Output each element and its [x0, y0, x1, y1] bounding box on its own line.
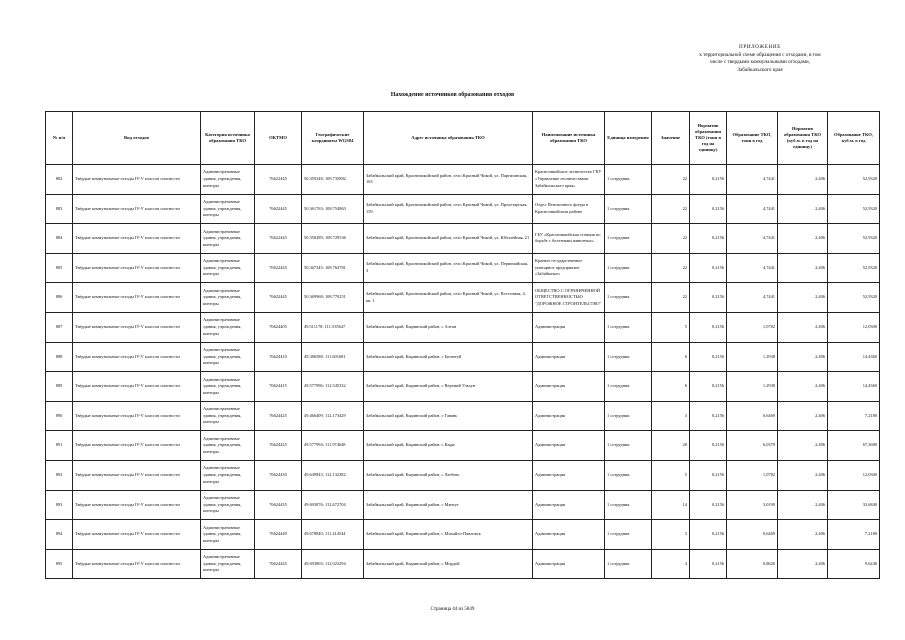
- unit-cell: 1 сотрудник: [605, 372, 652, 402]
- coordinates-cell: 49.693876; 112.672704: [302, 490, 364, 520]
- norm-tons-cell: 0,2156: [690, 194, 727, 224]
- source-address-cell: Забайкальский край, Кыринский район, с Мордой: [364, 549, 533, 579]
- tons-per-year-cell: 0,6469: [727, 520, 778, 550]
- document-title: Нахождение источников образования отходов: [390, 92, 515, 98]
- row-number-cell: 886: [46, 283, 73, 313]
- norm-cubic-cell: 2,406: [778, 372, 828, 402]
- tons-per-year-cell: 3,0190: [727, 490, 778, 520]
- unit-cell: 1 сотрудник: [605, 401, 652, 431]
- column-header: Образование ТКО, тонн в год: [727, 112, 778, 165]
- value-cell: 3: [652, 401, 690, 431]
- oktmo-code-cell: 76622445: [255, 253, 302, 283]
- oktmo-code-cell: 76624440: [255, 520, 302, 550]
- tons-per-year-cell: 1,0782: [727, 460, 778, 490]
- unit-cell: 1 сотрудник: [605, 490, 652, 520]
- value-cell: 3: [652, 520, 690, 550]
- norm-tons-cell: 0,2156: [690, 312, 727, 342]
- source-category-cell: Административные здания, учреждения, конторы: [201, 253, 255, 283]
- waste-type-cell: Твёрдые коммунальные отходы IV-V классов опасности: [73, 431, 201, 461]
- source-name-cell: ГБУ «Красночикойская станция по борьбе с болезнями животных»: [533, 224, 605, 254]
- tons-per-year-cell: 4,7441: [727, 283, 778, 313]
- source-address-cell: Забайкальский край, Кыринский район, с Гавань: [364, 401, 533, 431]
- source-address-cell: Забайкальский край, Красночикойский район, село Красный Чикой, ул. Восточная, 4, кв. 1: [364, 283, 533, 313]
- source-address-cell: Забайкальский край, Кыринский район, с Мангут: [364, 490, 533, 520]
- row-number-cell: 893: [46, 490, 73, 520]
- oktmo-code-cell: 76624415: [255, 372, 302, 402]
- source-name-cell: Администрация: [533, 312, 605, 342]
- unit-cell: 1 сотрудник: [605, 312, 652, 342]
- norm-tons-cell: 0,2156: [690, 549, 727, 579]
- source-address-cell: Забайкальский край, Кыринский район, с Алтан: [364, 312, 533, 342]
- unit-cell: 1 сотрудник: [605, 253, 652, 283]
- appendix-heading: ПРИЛОЖЕНИЕ: [739, 44, 781, 50]
- source-address-cell: Забайкальский край, Кыринский район, с Михайло-Павловск: [364, 520, 533, 550]
- oktmo-code-cell: 76624430: [255, 460, 302, 490]
- table-row: [46, 224, 880, 254]
- waste-type-cell: Твёрдые коммунальные отходы IV-V классов опасности: [73, 283, 201, 313]
- table-row: [46, 312, 880, 342]
- source-address-cell: Забайкальский край, Красночикойский район, село Красный Чикой, ул. Партизанская, 163: [364, 165, 533, 195]
- source-name-cell: Администрация: [533, 401, 605, 431]
- norm-cubic-cell: 2,406: [778, 431, 828, 461]
- source-name-cell: Администрация: [533, 460, 605, 490]
- coordinates-cell: 50.361763; 108.754863: [302, 194, 364, 224]
- source-category-cell: Административные здания, учреждения, конторы: [201, 283, 255, 313]
- cubic-per-year-cell: 12,0300: [828, 460, 880, 490]
- value-cell: 22: [652, 194, 690, 224]
- tons-per-year-cell: 0,6469: [727, 401, 778, 431]
- source-category-cell: Административные здания, учреждения, конторы: [201, 431, 255, 461]
- oktmo-code-cell: 76622445: [255, 165, 302, 195]
- oktmo-code-cell: 76624405: [255, 312, 302, 342]
- source-name-cell: Краевое государственное унитарное предприятие «Забайкалье»: [533, 253, 605, 283]
- oktmo-code-cell: 76624425: [255, 401, 302, 431]
- waste-type-cell: Твёрдые коммунальные отходы IV-V классов опасности: [73, 372, 201, 402]
- norm-tons-cell: 0,2156: [690, 283, 727, 313]
- value-cell: 5: [652, 312, 690, 342]
- waste-type-cell: Твёрдые коммунальные отходы IV-V классов опасности: [73, 401, 201, 431]
- row-number-cell: 891: [46, 431, 73, 461]
- unit-cell: 1 сотрудник: [605, 431, 652, 461]
- row-number-cell: 890: [46, 401, 73, 431]
- value-cell: 6: [652, 342, 690, 372]
- column-header: Норматив образования ТКО (куб.м. в год на единицу): [778, 112, 828, 165]
- table-row: [46, 342, 880, 372]
- coordinates-cell: 49.386588; 111.601681: [302, 342, 364, 372]
- norm-tons-cell: 0,2156: [690, 342, 727, 372]
- waste-sources-table: [45, 111, 880, 579]
- column-header: Географические координаты WGS84: [302, 112, 364, 165]
- norm-cubic-cell: 2,406: [778, 520, 828, 550]
- column-header: № п/п: [46, 112, 73, 165]
- tons-per-year-cell: 4,7441: [727, 224, 778, 254]
- unit-cell: 1 сотрудник: [605, 460, 652, 490]
- source-address-cell: Забайкальский край, Красночикойский район, село Красный Чикой, ул. Первомайская, 3: [364, 253, 533, 283]
- cubic-per-year-cell: 67,3680: [828, 431, 880, 461]
- unit-cell: 1 сотрудник: [605, 342, 652, 372]
- table-row: [46, 401, 880, 431]
- source-category-cell: Административные здания, учреждения, конторы: [201, 312, 255, 342]
- table-row: [46, 372, 880, 402]
- row-number-cell: 887: [46, 312, 73, 342]
- value-cell: 6: [652, 372, 690, 402]
- table-row: [46, 283, 880, 313]
- coordinates-cell: 49.577994; 111.974648: [302, 431, 364, 461]
- tons-per-year-cell: 1,2938: [727, 342, 778, 372]
- unit-cell: 1 сотрудник: [605, 549, 652, 579]
- norm-cubic-cell: 2,406: [778, 490, 828, 520]
- source-category-cell: Административные здания, учреждения, конторы: [201, 372, 255, 402]
- value-cell: 28: [652, 431, 690, 461]
- waste-type-cell: Твёрдые коммунальные отходы IV-V классов опасности: [73, 490, 201, 520]
- value-cell: 4: [652, 549, 690, 579]
- column-header: Единица измерения: [605, 112, 652, 165]
- coordinates-cell: 49.678840; 111.414544: [302, 520, 364, 550]
- norm-tons-cell: 0,2156: [690, 253, 727, 283]
- source-address-cell: Забайкальский край, Красночикойский район, село Красный Чикой, ул. Пролетарская, 159: [364, 194, 533, 224]
- cubic-per-year-cell: 12,0300: [828, 312, 880, 342]
- waste-type-cell: Твёрдые коммунальные отходы IV-V классов опасности: [73, 342, 201, 372]
- coordinates-cell: 49.577996; 112.545332: [302, 372, 364, 402]
- tons-per-year-cell: 1,0782: [727, 312, 778, 342]
- cubic-per-year-cell: 7,2180: [828, 401, 880, 431]
- coordinates-cell: 50.369968; 108.770251: [302, 283, 364, 313]
- unit-cell: 1 сотрудник: [605, 194, 652, 224]
- appendix-line: Забайкальского края: [737, 66, 783, 73]
- norm-cubic-cell: 2,406: [778, 194, 828, 224]
- waste-type-cell: Твёрдые коммунальные отходы IV-V классов опасности: [73, 312, 201, 342]
- cubic-per-year-cell: 52,9320: [828, 283, 880, 313]
- source-category-cell: Административные здания, учреждения, конторы: [201, 194, 255, 224]
- cubic-per-year-cell: 14,4360: [828, 372, 880, 402]
- source-address-cell: Забайкальский край, Кыринский район, с Любовь: [364, 460, 533, 490]
- source-name-cell: Администрация: [533, 342, 605, 372]
- tons-per-year-cell: 1,2938: [727, 372, 778, 402]
- source-name-cell: Администрация: [533, 431, 605, 461]
- source-category-cell: Административные здания, учреждения, конторы: [201, 342, 255, 372]
- oktmo-code-cell: 76622445: [255, 194, 302, 224]
- column-header: Категория источника образования ТКО: [201, 112, 255, 165]
- source-name-cell: ОБЩЕСТВО С ОГРАНИЧЕННОЙ ОТВЕТСТВЕННОСТЬЮ "ДОРОЖНОЕ СТРОИТЕЛЬСТВО": [533, 283, 605, 313]
- coordinates-cell: 50.367345; 108.764781: [302, 253, 364, 283]
- unit-cell: 1 сотрудник: [605, 283, 652, 313]
- waste-type-cell: Твёрдые коммунальные отходы IV-V классов опасности: [73, 165, 201, 195]
- column-header: Адрес источника образования ТКО: [364, 112, 533, 165]
- row-number-cell: 884: [46, 224, 73, 254]
- appendix-line: к территориальной схеме обращения с отходами, в том: [699, 51, 821, 58]
- column-header: Образование ТКО, куб.м. в год: [828, 112, 880, 165]
- oktmo-code-cell: 76624425: [255, 431, 302, 461]
- source-address-cell: Забайкальский край, Кыринский район, с Билютуй: [364, 342, 533, 372]
- source-name-cell: Администрация: [533, 490, 605, 520]
- norm-tons-cell: 0,2156: [690, 431, 727, 461]
- table-row: [46, 549, 880, 579]
- appendix-block: [640, 44, 880, 74]
- row-number-cell: 888: [46, 342, 73, 372]
- source-name-cell: Администрация: [533, 372, 605, 402]
- oktmo-code-cell: 76624410: [255, 342, 302, 372]
- appendix-line: числе с твердыми коммунальными отходами,: [709, 59, 810, 66]
- source-name-cell: Администрация: [533, 549, 605, 579]
- source-name-cell: Красночикойское лесничество ГКУ «Управление лесничествами Забайкальского края»: [533, 165, 605, 195]
- norm-cubic-cell: 2,406: [778, 401, 828, 431]
- oktmo-code-cell: 76622445: [255, 224, 302, 254]
- waste-type-cell: Твёрдые коммунальные отходы IV-V классов опасности: [73, 253, 201, 283]
- norm-tons-cell: 0,2156: [690, 520, 727, 550]
- row-number-cell: 882: [46, 165, 73, 195]
- row-number-cell: 892: [46, 460, 73, 490]
- table-row: [46, 490, 880, 520]
- cubic-per-year-cell: 52,9320: [828, 224, 880, 254]
- value-cell: 5: [652, 460, 690, 490]
- table-row: [46, 194, 880, 224]
- tons-per-year-cell: 4,7441: [727, 253, 778, 283]
- cubic-per-year-cell: 52,9320: [828, 165, 880, 195]
- value-cell: 22: [652, 224, 690, 254]
- source-name-cell: Администрация: [533, 520, 605, 550]
- source-category-cell: Административные здания, учреждения, конторы: [201, 224, 255, 254]
- table-row: [46, 431, 880, 461]
- cubic-per-year-cell: 7,2180: [828, 520, 880, 550]
- oktmo-code-cell: 76624445: [255, 549, 302, 579]
- tons-per-year-cell: 6,0379: [727, 431, 778, 461]
- norm-tons-cell: 0,2156: [690, 165, 727, 195]
- value-cell: 22: [652, 165, 690, 195]
- column-header: ОКТМО: [255, 112, 302, 165]
- value-cell: 22: [652, 283, 690, 313]
- coordinates-cell: 50.359248; 108.735882: [302, 165, 364, 195]
- coordinates-cell: 49.511178; 111.535647: [302, 312, 364, 342]
- row-number-cell: 889: [46, 372, 73, 402]
- waste-type-cell: Твёрдые коммунальные отходы IV-V классов опасности: [73, 194, 201, 224]
- norm-cubic-cell: 2,406: [778, 312, 828, 342]
- source-category-cell: Административные здания, учреждения, конторы: [201, 460, 255, 490]
- column-header: Норматив образования ТКО (тонн в год на единицу): [690, 112, 727, 165]
- oktmo-code-cell: 76622445: [255, 283, 302, 313]
- table-row: [46, 460, 880, 490]
- norm-cubic-cell: 2,406: [778, 549, 828, 579]
- waste-type-cell: Твёрдые коммунальные отходы IV-V классов опасности: [73, 549, 201, 579]
- norm-tons-cell: 0,2156: [690, 460, 727, 490]
- source-address-cell: Забайкальский край, Кыринский район, с Верхний Ульхун: [364, 372, 533, 402]
- norm-cubic-cell: 2,406: [778, 253, 828, 283]
- oktmo-code-cell: 76624435: [255, 490, 302, 520]
- column-header: Вид отходов: [73, 112, 201, 165]
- cubic-per-year-cell: 52,9320: [828, 194, 880, 224]
- source-address-cell: Забайкальский край, Красночикойский район, село Красный Чикой, ул. Юбилейная, 21: [364, 224, 533, 254]
- norm-cubic-cell: 2,406: [778, 283, 828, 313]
- source-name-cell: Отдел Пенсионного фонда в Красночикойском районе: [533, 194, 605, 224]
- row-number-cell: 885: [46, 253, 73, 283]
- table-row: [46, 165, 880, 195]
- cubic-per-year-cell: 52,9320: [828, 253, 880, 283]
- page-footer: Страница 44 из 5849: [430, 607, 475, 612]
- tons-per-year-cell: 0,8626: [727, 549, 778, 579]
- unit-cell: 1 сотрудник: [605, 224, 652, 254]
- unit-cell: 1 сотрудник: [605, 165, 652, 195]
- waste-type-cell: Твёрдые коммунальные отходы IV-V классов опасности: [73, 460, 201, 490]
- tons-per-year-cell: 4,7441: [727, 165, 778, 195]
- cubic-per-year-cell: 9,6240: [828, 549, 880, 579]
- source-category-cell: Административные здания, учреждения, конторы: [201, 401, 255, 431]
- norm-tons-cell: 0,2156: [690, 372, 727, 402]
- table-row: [46, 520, 880, 550]
- coordinates-cell: 50.358289; 108.729536: [302, 224, 364, 254]
- table-header-row: [46, 112, 880, 165]
- unit-cell: 1 сотрудник: [605, 520, 652, 550]
- cubic-per-year-cell: 33,6840: [828, 490, 880, 520]
- value-cell: 22: [652, 253, 690, 283]
- norm-cubic-cell: 2,406: [778, 460, 828, 490]
- source-category-cell: Административные здания, учреждения, конторы: [201, 520, 255, 550]
- coordinates-cell: 49.693803; 112.023294: [302, 549, 364, 579]
- cubic-per-year-cell: 14,4360: [828, 342, 880, 372]
- waste-type-cell: Твёрдые коммунальные отходы IV-V классов опасности: [73, 520, 201, 550]
- coordinates-cell: 49.649843; 112.132382: [302, 460, 364, 490]
- tons-per-year-cell: 4,7441: [727, 194, 778, 224]
- column-header: Наименование источника образования ТКО: [533, 112, 605, 165]
- table-row: [46, 253, 880, 283]
- source-category-cell: Административные здания, учреждения, конторы: [201, 549, 255, 579]
- coordinates-cell: 49.466409; 112.173429: [302, 401, 364, 431]
- column-header: Значение: [652, 112, 690, 165]
- source-category-cell: Административные здания, учреждения, конторы: [201, 165, 255, 195]
- norm-cubic-cell: 2,406: [778, 224, 828, 254]
- norm-tons-cell: 0,2156: [690, 490, 727, 520]
- norm-cubic-cell: 2,406: [778, 342, 828, 372]
- norm-tons-cell: 0,2156: [690, 224, 727, 254]
- row-number-cell: 883: [46, 194, 73, 224]
- waste-type-cell: Твёрдые коммунальные отходы IV-V классов опасности: [73, 224, 201, 254]
- value-cell: 14: [652, 490, 690, 520]
- norm-cubic-cell: 2,406: [778, 165, 828, 195]
- norm-tons-cell: 0,2156: [690, 401, 727, 431]
- row-number-cell: 894: [46, 520, 73, 550]
- source-address-cell: Забайкальский край, Кыринский район, с Кыра: [364, 431, 533, 461]
- source-category-cell: Административные здания, учреждения, конторы: [201, 490, 255, 520]
- row-number-cell: 895: [46, 549, 73, 579]
